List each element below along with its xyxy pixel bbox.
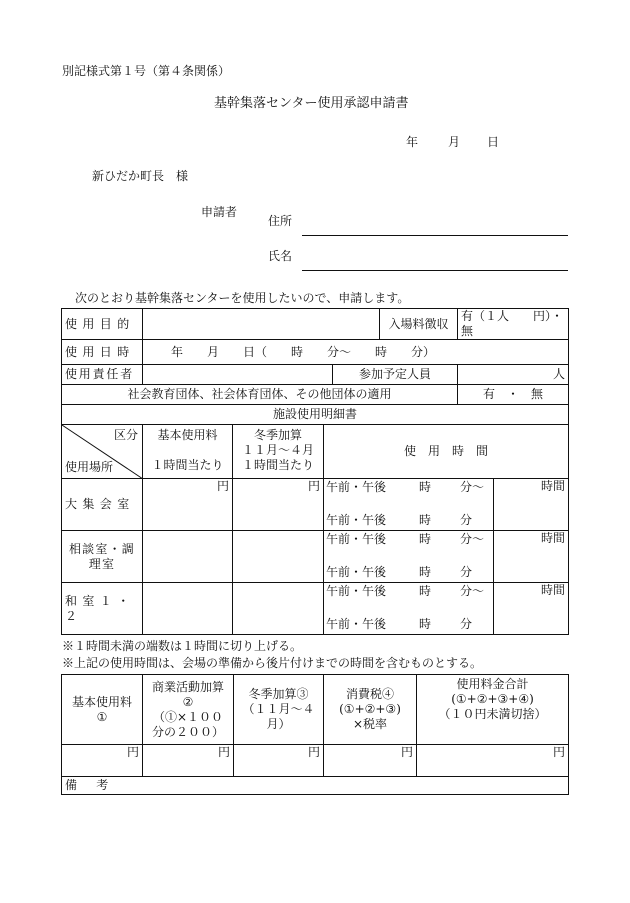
col-winter-period: １１月～４月	[241, 443, 314, 457]
remarks-row	[62, 777, 569, 795]
room-row	[62, 583, 569, 635]
room-basic-fee[interactable]	[143, 583, 233, 635]
addressee: 新ひだか町長 様	[92, 169, 189, 183]
room-total-hours[interactable]: 時間	[494, 531, 569, 583]
date-row	[62, 340, 569, 365]
col-basic-label: 基本使用料	[157, 428, 218, 442]
name-line[interactable]	[302, 270, 568, 271]
attendees-field[interactable]: 人	[458, 365, 569, 385]
room-total-hours[interactable]: 時間	[494, 583, 569, 635]
end-hour: 時	[419, 513, 432, 527]
col-winter-label: 冬季加算	[253, 428, 302, 442]
room-row	[62, 531, 569, 583]
purpose-field[interactable]	[143, 309, 380, 340]
note-rounding: ※１時間未満の端数は１時間に切り上げる。	[62, 639, 303, 653]
corner-top-label: 区分	[113, 428, 138, 442]
attendees-label: 参加予定人員	[333, 365, 458, 385]
detail-title-row	[62, 405, 569, 425]
manager-label: 使用責任者	[62, 365, 143, 385]
address-label: 住所	[268, 214, 293, 228]
col-basic-sub: １時間当たり	[151, 458, 224, 472]
col-basic-header	[143, 425, 233, 479]
room-basic-fee[interactable]: 円	[143, 479, 233, 531]
applicant-label: 申請者	[201, 205, 238, 219]
start-minute: 分～	[460, 480, 485, 494]
remarks-field[interactable]: 備 考	[62, 777, 569, 795]
room-winter-fee[interactable]	[233, 531, 324, 583]
fee-commercial-value[interactable]: 円	[143, 745, 234, 777]
date-year-label: 年	[406, 135, 419, 149]
group-row	[62, 385, 569, 405]
room-name: 相談室・調理室	[62, 531, 143, 583]
fee-table	[61, 674, 569, 795]
entry-fee-label: 入場料徴収	[380, 309, 458, 340]
start-ampm: 午前・午後	[326, 480, 387, 494]
col-time-header: 使 用 時 間	[324, 425, 569, 479]
col-winter-header	[233, 425, 324, 479]
end-minute: 分	[460, 565, 473, 579]
room-total-hours[interactable]: 時間	[494, 479, 569, 531]
room-basic-fee[interactable]	[143, 531, 233, 583]
date-month-label: 月	[448, 135, 461, 149]
end-ampm: 午前・午後	[326, 617, 387, 631]
fee-header-row	[62, 675, 569, 745]
form-number: 別記様式第１号（第４条関係）	[62, 64, 231, 78]
start-hour: 時	[419, 480, 432, 494]
date-day-label: 日	[487, 135, 500, 149]
fee-winter-value[interactable]: 円	[234, 745, 324, 777]
room-winter-fee[interactable]	[233, 583, 324, 635]
room-time-range[interactable]	[324, 479, 494, 531]
start-ampm: 午前・午後	[326, 584, 387, 598]
group-value[interactable]: 有 ・ 無	[458, 385, 569, 405]
fee-total-value[interactable]: 円	[417, 745, 569, 777]
fee-total-header: 使用料金合計 (①+②+③+④) （１０円未満切捨）	[417, 675, 569, 745]
address-line[interactable]	[302, 235, 568, 236]
fee-tax-header: 消費税④ (①+②+③) ×税率	[324, 675, 417, 745]
room-time-range[interactable]	[324, 531, 494, 583]
start-hour: 時	[419, 584, 432, 598]
room-winter-fee[interactable]: 円	[233, 479, 324, 531]
group-label: 社会教育団体、社会体育団体、その他団体の適用	[62, 385, 458, 405]
corner-bottom-label: 使用場所	[65, 460, 114, 474]
room-name: 和室１・２	[62, 583, 143, 635]
fee-winter-header: 冬季加算③ （１１月～４ 月）	[234, 675, 324, 745]
application-table	[61, 308, 576, 635]
purpose-label: 使用目的	[62, 309, 143, 340]
end-hour: 時	[419, 565, 432, 579]
entry-fee-value[interactable]: 有（１人 円）・ 無	[458, 309, 569, 340]
note-time-includes: ※上記の使用時間は、会場の準備から後片付けまでの時間を含むものとする。	[62, 656, 483, 670]
end-ampm: 午前・午後	[326, 513, 387, 527]
start-minute: 分～	[460, 584, 485, 598]
detail-title: 施設使用明細書	[62, 405, 569, 425]
manager-row	[62, 365, 569, 385]
start-hour: 時	[419, 532, 432, 546]
fee-commercial-header: 商業活動加算 ② （①×１００ 分の２００）	[143, 675, 234, 745]
corner-cell	[62, 425, 143, 479]
date-field[interactable]: 年 月 日（ 時 分～ 時 分）	[143, 340, 569, 365]
room-time-range[interactable]	[324, 583, 494, 635]
fee-value-row	[62, 745, 569, 777]
document-title: 基幹集落センター使用承認申請書	[214, 96, 409, 111]
room-row	[62, 479, 569, 531]
fee-basic-value[interactable]: 円	[62, 745, 143, 777]
date-label: 使用日時	[62, 340, 143, 365]
intro-text: 次のとおり基幹集落センターを使用したいので、申請します。	[75, 291, 410, 305]
start-minute: 分～	[460, 532, 485, 546]
end-minute: 分	[460, 513, 473, 527]
start-ampm: 午前・午後	[326, 532, 387, 546]
purpose-row	[62, 309, 569, 340]
end-hour: 時	[419, 617, 432, 631]
end-ampm: 午前・午後	[326, 565, 387, 579]
fee-basic-header: 基本使用料 ①	[62, 675, 143, 745]
facility-header-row	[62, 425, 569, 479]
end-minute: 分	[460, 617, 473, 631]
manager-field[interactable]	[143, 365, 333, 385]
room-name: 大集会室	[62, 479, 143, 531]
name-label: 氏名	[268, 249, 293, 263]
col-winter-sub: １時間当たり	[241, 458, 314, 472]
fee-tax-value[interactable]: 円	[324, 745, 417, 777]
